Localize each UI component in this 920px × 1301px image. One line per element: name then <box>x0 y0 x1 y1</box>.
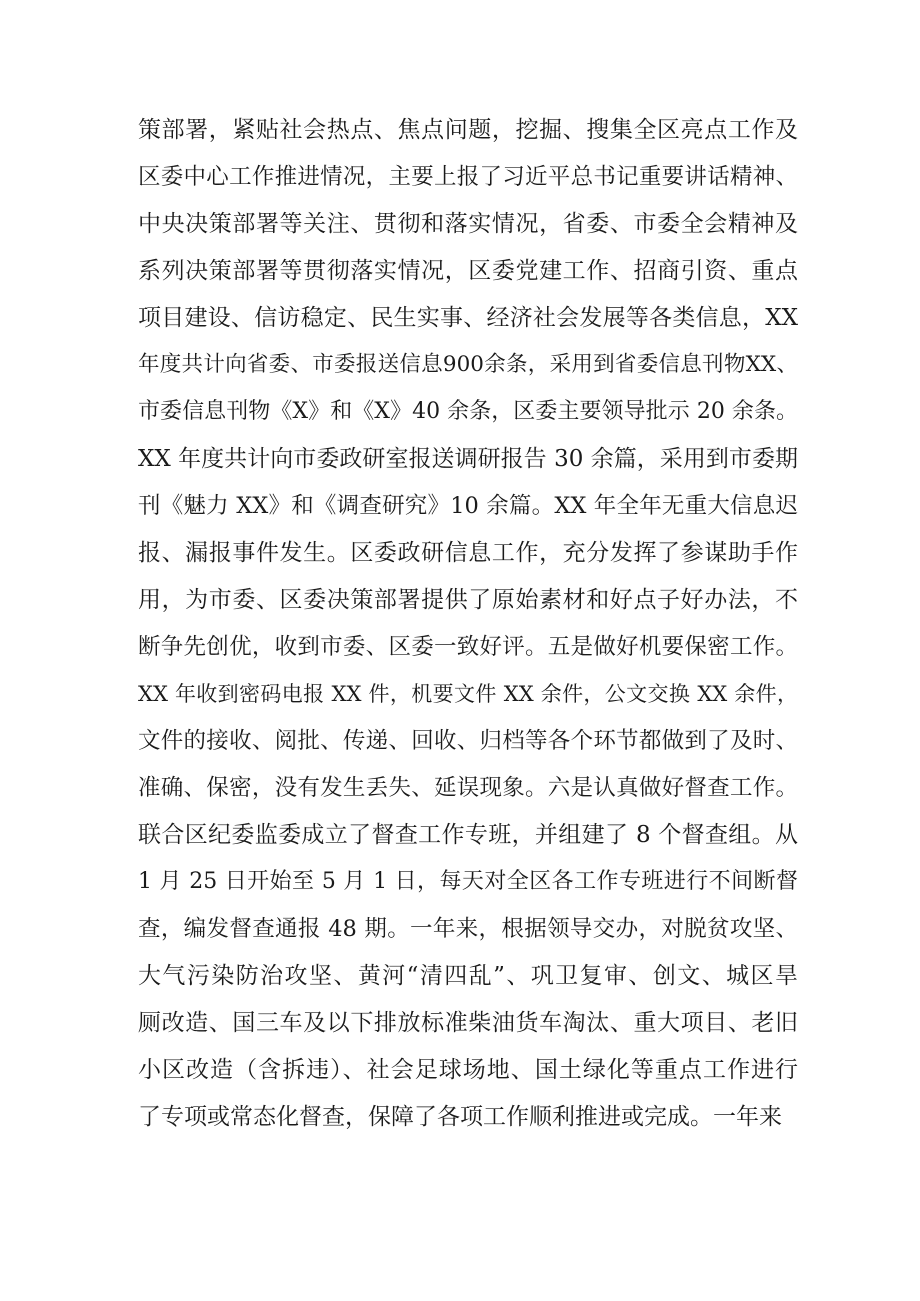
paragraph-line: 准确、保密，没有发生丢失、延误现象。六是认真做好督查工作。 <box>138 775 798 801</box>
paragraph-line: 了专项或常态化督查，保障了各项工作顺利推进或完成。一年来 <box>138 1104 782 1130</box>
paragraph-line: 市委信息刊物《X》和《X》40 余条，区委主要领导批示 20 余条。 <box>138 399 798 424</box>
paragraph-line: 用，为市委、区委决策部署提供了原始素材和好点子好办法，不 <box>138 587 798 613</box>
paragraph-line: 报、漏报事件发生。区委政研信息工作，充分发挥了参谋助手作 <box>138 540 798 566</box>
paragraph-line: 策部署，紧贴社会热点、焦点问题，挖掘、搜集全区亮点工作及 <box>138 117 798 143</box>
paragraph-line: XX 年度共计向市委政研室报送调研报告 30 余篇，采用到市委期 <box>138 446 798 472</box>
paragraph-line: 查，编发督查通报 48 期。一年来，根据领导交办，对脱贫攻坚、 <box>138 916 798 942</box>
paragraph-line: 联合区纪委监委成立了督查工作专班，并组建了 8 个督查组。从 <box>138 822 798 848</box>
paragraph-line: 区委中心工作推进情况，主要上报了习近平总书记重要讲话精神、 <box>138 164 798 190</box>
paragraph-line: 厕改造、国三车及以下排放标准柴油货车淘汰、重大项目、老旧 <box>138 1010 798 1036</box>
paragraph-line: 断争先创优，收到市委、区委一致好评。五是做好机要保密工作。 <box>138 634 798 660</box>
paragraph-line: 系列决策部署等贯彻落实情况，区委党建工作、招商引资、重点 <box>138 258 798 284</box>
paragraph-line: 小区改造（含拆违）、社会足球场地、国土绿化等重点工作进行 <box>138 1057 798 1083</box>
paragraph-line: 大气污染防治攻坚、黄河“清四乱”、巩卫复审、创文、城区旱 <box>138 963 798 989</box>
paragraph-line: 文件的接收、阅批、传递、回收、归档等各个环节都做到了及时、 <box>138 728 798 754</box>
paragraph-line: 项目建设、信访稳定、民生实事、经济社会发展等各类信息，XX <box>138 305 798 331</box>
paragraph-line: 刊《魅力 XX》和《调查研究》10 余篇。XX 年全年无重大信息迟 <box>138 493 798 519</box>
paragraph-line: 年度共计向省委、市委报送信息900余条，采用到省委信息刊物XX、 <box>138 352 798 377</box>
paragraph-line: XX 年收到密码电报 XX 件，机要文件 XX 余件，公文交换 XX 余件， <box>138 682 798 706</box>
paragraph-line: 1 月 25 日开始至 5 月 1 日，每天对全区各工作专班进行不间断督 <box>138 869 798 894</box>
paragraph-line: 中央决策部署等关注、贯彻和落实情况，省委、市委全会精神及 <box>138 211 798 237</box>
